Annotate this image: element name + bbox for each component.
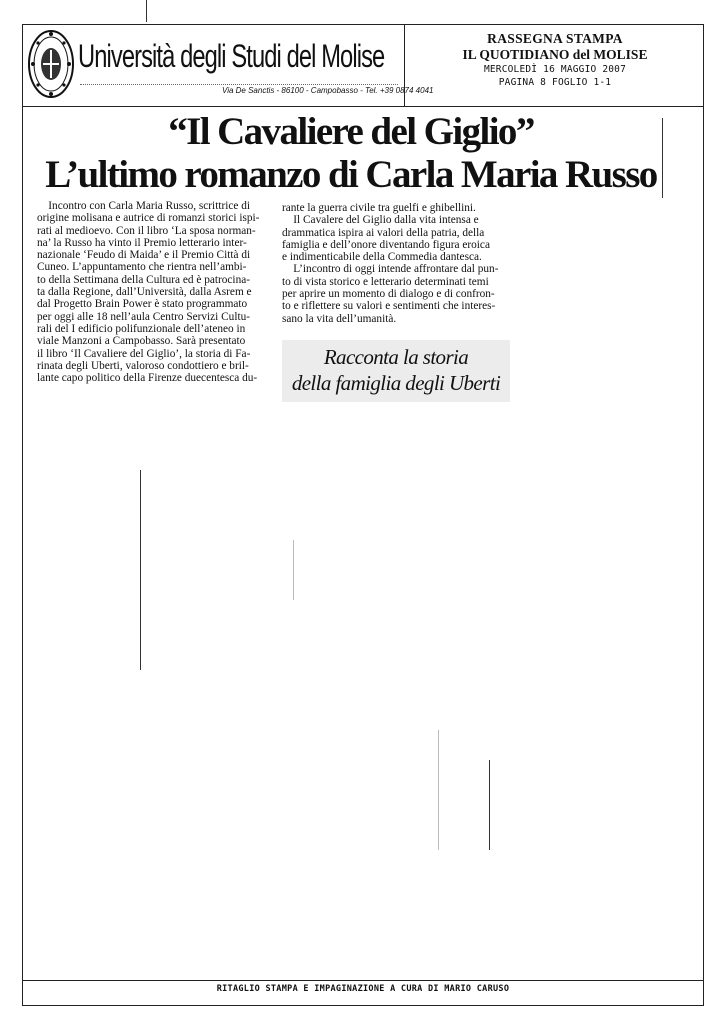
- scan-artifact-line: [438, 730, 439, 850]
- article-right-column: rante la guerra civile tra guelfi e ghibellini. Il Cavalere del Giglio dalla vita intensa e drammatica ispira ai valori della patria, della famiglia e dell’onore diventando figura eroica e indimenticabile della Commedia dantesca. L’incontro di oggi intende affrontare dal pun- to di vista storico e letterario determinati temi per aprire un momento di dialogo e di confron- to e riflettere su valori e sentimenti che interes- sano la vita dell’umanità.: [282, 202, 499, 325]
- headline-line-2: L’ultimo romanzo di Carla Maria Russo: [45, 153, 657, 196]
- scan-artifact-line: [662, 118, 663, 198]
- university-name: Università degli Studi del Molise: [78, 38, 385, 74]
- pull-quote-line-1: Racconta la storia: [323, 345, 469, 369]
- university-seal-icon: [27, 28, 75, 100]
- rassegna-stampa-box: [406, 30, 704, 89]
- scan-artifact-line: [140, 470, 141, 670]
- footer-divider: [22, 980, 704, 981]
- issue-date: MERCOLEDÌ 16 MAGGIO 2007: [483, 64, 627, 75]
- scan-artifact-line: [146, 0, 147, 22]
- pull-quote-line-2: della famiglia degli Uberti: [291, 371, 501, 395]
- footer-credit: RITAGLIO STAMPA E IMPAGINAZIONE A CURA DI MARIO CARUSO: [216, 984, 510, 994]
- header-divider: [22, 106, 704, 107]
- rassegna-title: RASSEGNA STAMPA: [487, 31, 623, 46]
- scan-artifact-line: [293, 540, 294, 600]
- university-rule: [80, 84, 398, 85]
- newspaper-name: IL QUOTIDIANO del MOLISE: [462, 47, 648, 62]
- page-reference: PAGINA 8 FOGLIO 1-1: [498, 77, 612, 88]
- pull-quote: [282, 340, 510, 402]
- article-left-column: Incontro con Carla Maria Russo, scrittrice di origine molisana e autrice di romanzi storici ispi- rati al medioevo. Con il libro ‘La sposa norman- na’ la Russo ha vinto il Premio letterario inter- nazionale ‘Feudo di Maida’ e il Premio Città di Cuneo. L’appuntamento che rientra nell’ambi- to della Settimana della Cultura ed è patrocina- ta dalla Regione, dall’Università, dalla Asrem e dal Progetto Brain Power è stato programmato per oggi alle 18 nell’aula Centro Servizi Cultu- rali del I edificio polifunzionale dell’ateneo in viale Manzoni a Campobasso. Sarà presentato il libro ‘Il Cavaliere del Giglio’, la storia di Fa- rinata degli Uberti, valoroso condottiero e bril- lante capo politico della Firenze duecentesca du-: [37, 200, 260, 385]
- scan-artifact-line: [489, 760, 490, 850]
- headline-line-1: “Il Cavaliere del Giglio”: [168, 110, 534, 153]
- university-address: Via De Sanctis - 86100 - Campobasso - Tel. +39 0874 4041: [222, 86, 434, 95]
